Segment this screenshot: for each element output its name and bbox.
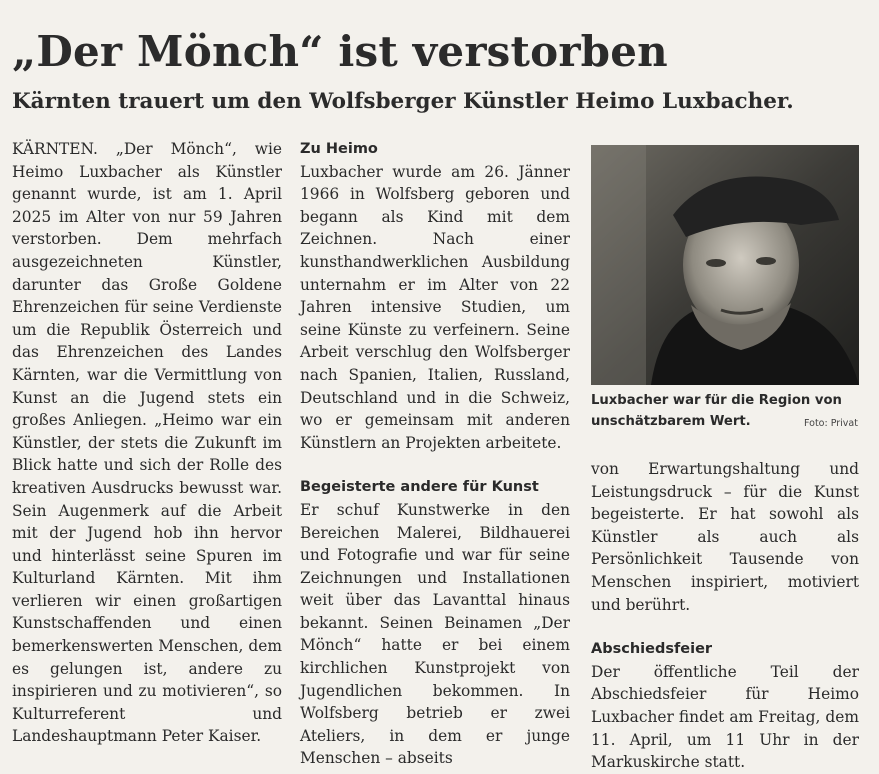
section-text-zu-heimo: Luxbacher wurde am 26. Jänner 1966 in Wolfsberg geboren und begann als Kind mit dem Zeichnen. Nach einer kunsthandwerklichen Ausbildung unternahm er im Alter von 22 Jahren intensive Studien, um seine Künste zu verfeinern. Seine Arbeit verschlug den Wolfsberger nach Spanien, Italien, Russland, Deutschland und in die Schweiz, wo er gemeinsam mit anderen Künstlern an Projekten arbeitete. — [300, 162, 570, 452]
section-heading-begeisterte: Begeisterte andere für Kunst — [300, 479, 539, 496]
portrait-photo — [591, 145, 859, 385]
section-text-begeisterte-continued: von Erwartungshaltung und Leistungsdruck – für die Kunst begeisterte. Er hat sowohl als Künstler als auch als Persönlichkeit Tausende von Menschen inspiriert, motiviert und berührt. — [591, 460, 859, 614]
article-column-3 — [591, 458, 859, 774]
subheadline: Kärnten trauert um den Wolfsberger Künstler Heimo Luxbacher. — [12, 89, 794, 114]
photo-caption: Luxbacher war für die Region von unschätzbarem Wert. — [591, 393, 842, 429]
headline: „Der Mönch“ ist verstorben — [12, 27, 668, 76]
intro-paragraph: KÄRNTEN. „Der Mönch“, wie Heimo Luxbacher als Künstler genannt wurde, ist am 1. April 2025 im Alter von nur 59 Jahren verstorben. Dem mehrfach ausgezeichneten Künstler, darunter das Große Goldene Ehrenzeichen für seine Verdienste um die Republik Österreich und das Ehrenzeichen des Landes Kärnten, war die Vermittlung von Kunst an die Jugend stets ein großes Anliegen. „Heimo war ein Künstler, der stets die Zukunft im Blick hatte und sich der Rolle des kreativen Ausdrucks bewusst war. Sein Augenmerk auf die Arbeit mit der Jugend hob ihn hervor und hinterlässt seine Spuren im Kulturland Kärnten. Mit ihm verlieren wir einen großartigen Kunstschaffenden und einen bemerkenswerten Menschen, dem es gelungen ist, andere zu inspirieren und zu motivieren“, so Kulturreferent und Landeshauptmann Peter Kaiser. — [12, 140, 282, 746]
article-column-1 — [12, 138, 282, 748]
section-text-begeisterte: Er schuf Kunstwerke in den Bereichen Malerei, Bildhauerei und Fotografie und war für seine Zeichnungen und Installationen weit über das Lavanttal hinaus bekannt. Seinen Beinamen „Der Mönch“ hatte er bei einem kirchlichen Kunstprojekt von Jugendlichen bekommen. In Wolfsberg betrieb er zwei Ateliers, in dem er junge Menschen – abseits — [300, 500, 570, 768]
section-text-abschiedsfeier: Der öffentliche Teil der Abschiedsfeier für Heimo Luxbacher findet am Freitag, dem 11. April, um 11 Uhr in der Markuskirche statt. — [591, 662, 859, 772]
photo-credit: Foto: Privat — [804, 418, 858, 429]
section-heading-zu-heimo: Zu Heimo — [300, 141, 378, 157]
article-column-2 — [300, 138, 570, 770]
section-heading-abschiedsfeier: Abschiedsfeier — [591, 641, 713, 658]
portrait-illustration — [591, 145, 859, 385]
